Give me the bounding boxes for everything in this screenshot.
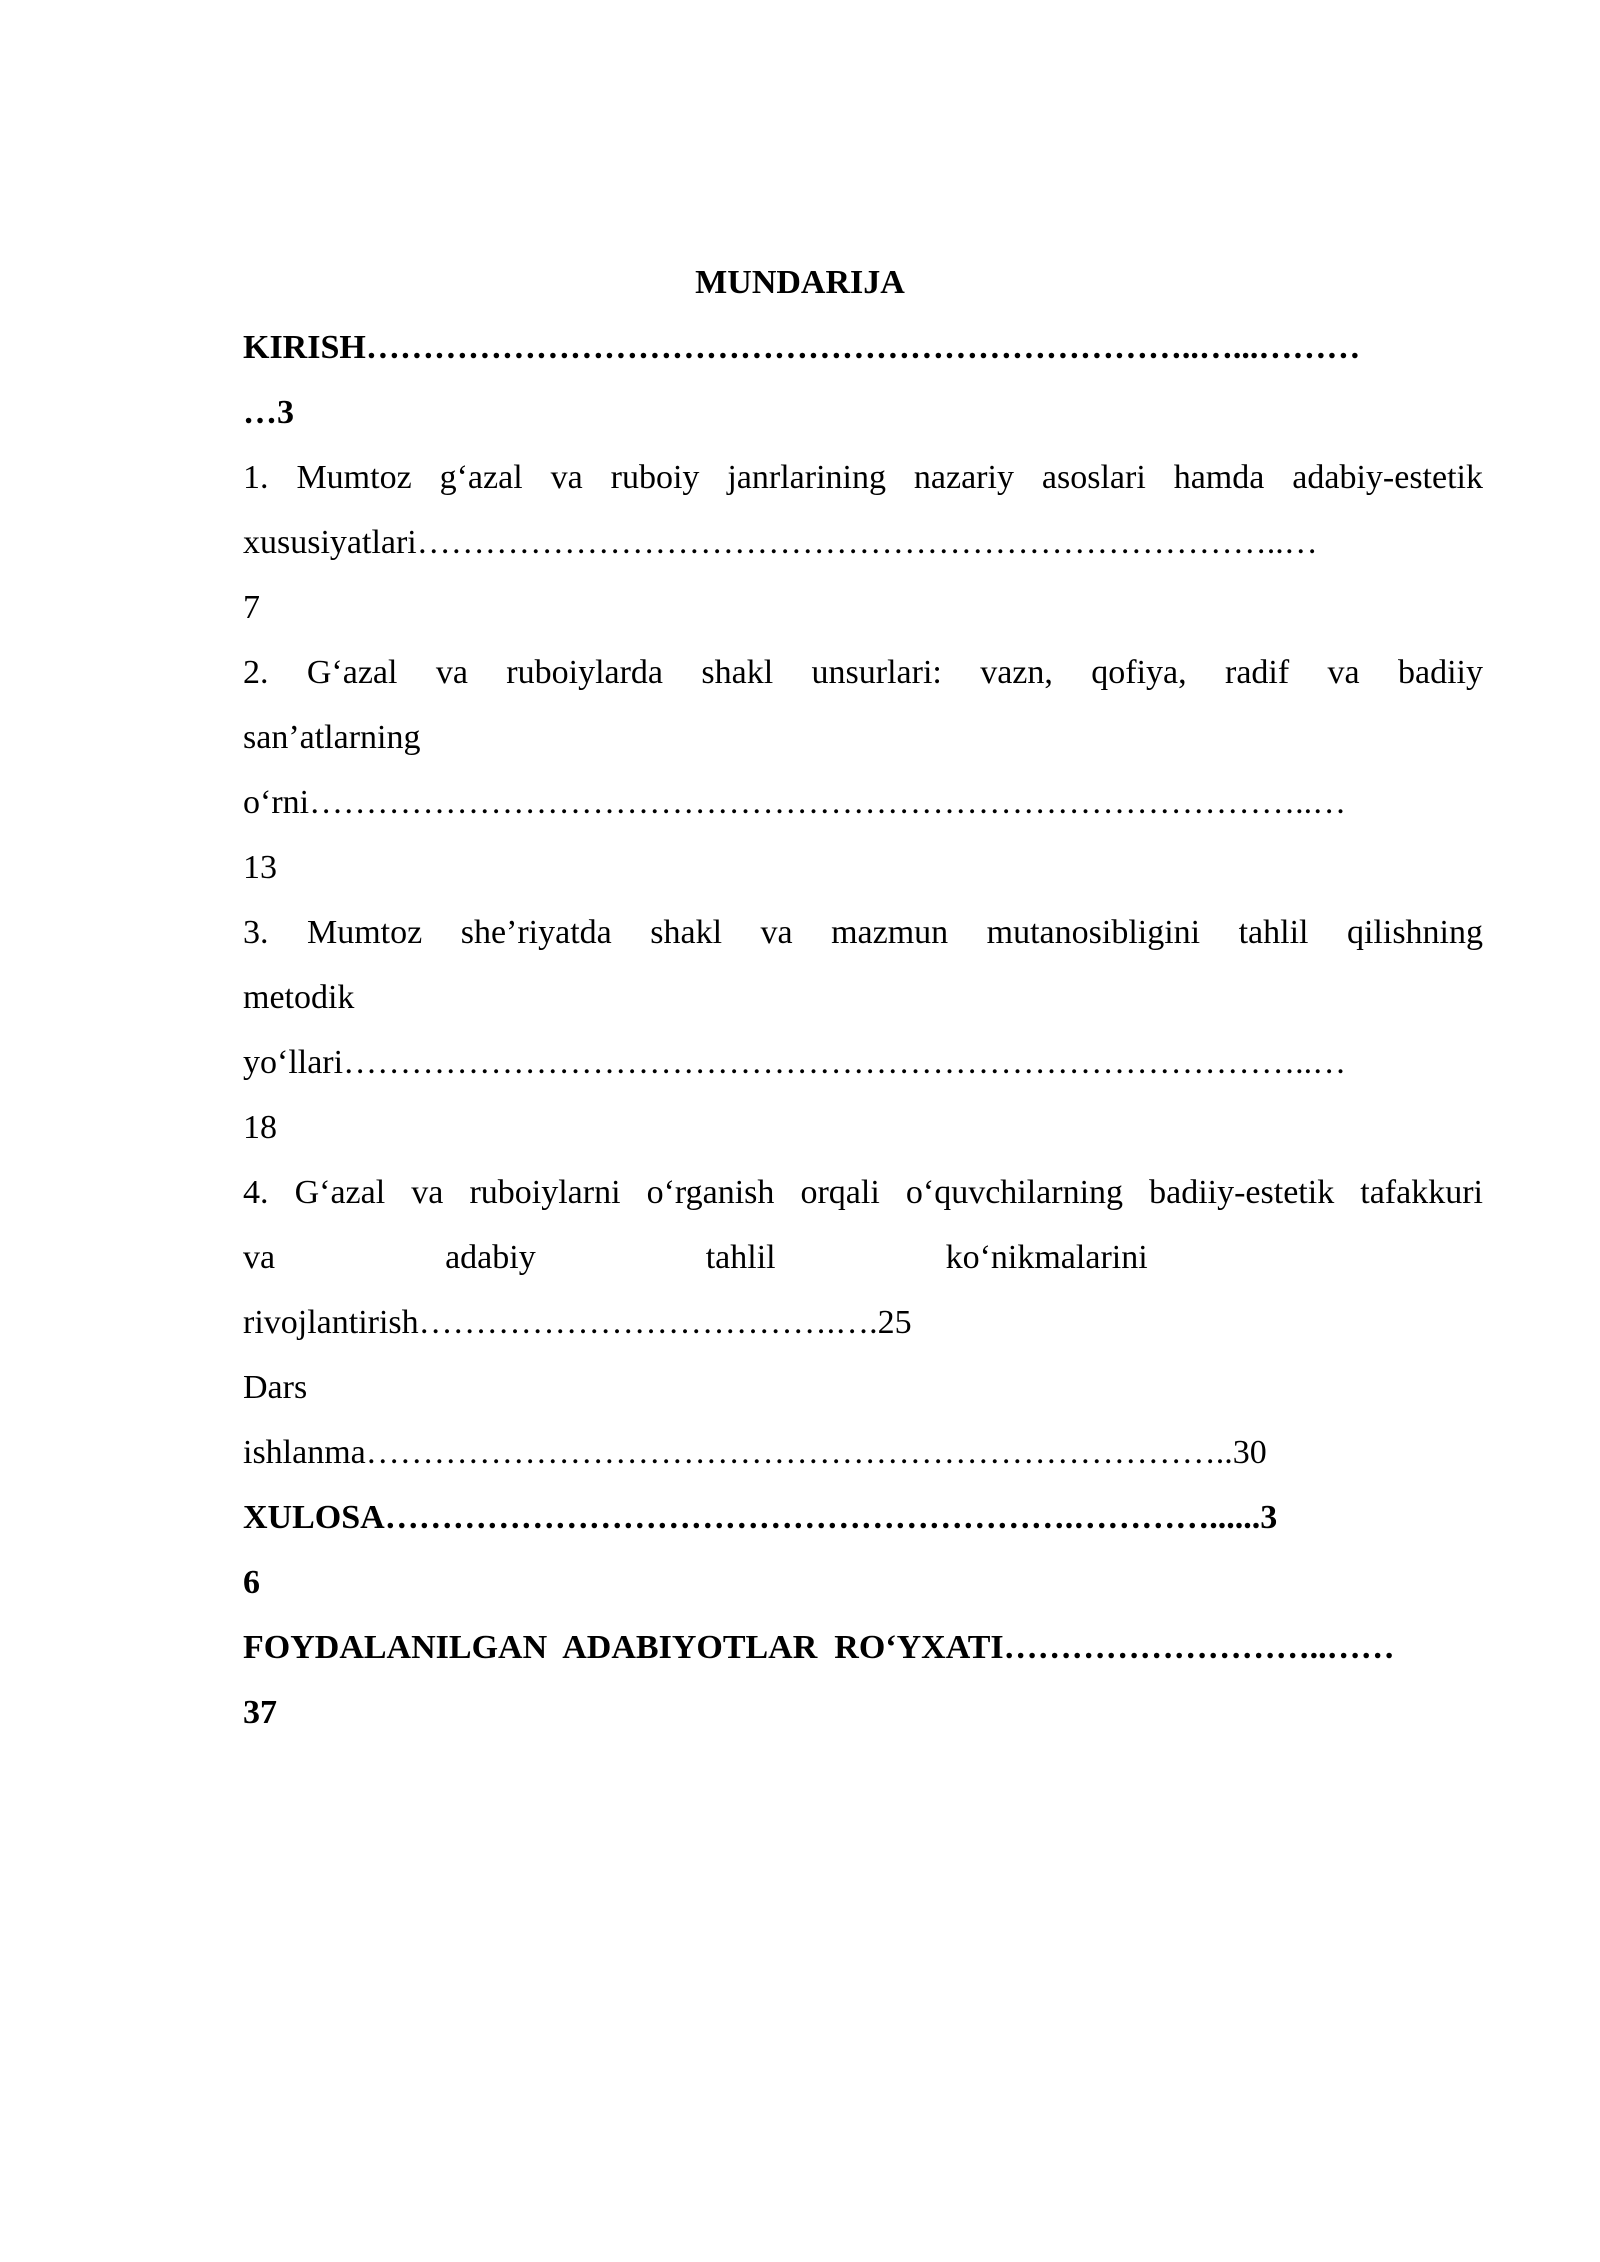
- toc-page-xulosa: 6: [243, 1564, 260, 1601]
- toc-entry-adabiyotlar: FOYDALANILGAN ADABIYOTLAR RO‘YXATI………………………..……: [243, 1629, 1395, 1666]
- toc-entry-1: 1. Mumtoz g‘azal va ruboiy janrlarining nazariy asoslari hamda adabiy-estetik: [243, 459, 1483, 496]
- toc-entry-3-cont2: yo‘llari…………………………………………………………………………..…: [243, 1044, 1347, 1081]
- toc-entry-kirish: KIRISH………………………………………………………………..…...………: [243, 329, 1361, 366]
- toc-page-2: 13: [243, 849, 277, 886]
- toc-page-1: 7: [243, 589, 260, 626]
- toc-entry-2-cont: san’atlarning: [243, 719, 421, 756]
- toc-entry-4-cont2: rivojlantirish……………………………….….25: [243, 1304, 912, 1341]
- toc-entry-1-cont: xususiyatlari…………………………………………………………………..…: [243, 524, 1318, 561]
- toc-entry-xulosa: XULOSA…………………………………………………….…………......3: [243, 1499, 1278, 1536]
- toc-page-adabiyotlar: 37: [243, 1694, 277, 1731]
- toc-entry-4-cont: va adabiy tahlil ko‘nikmalarini: [243, 1239, 1148, 1276]
- toc-entry-2-cont2: o‘rni……………………………………………………………………………..…: [243, 784, 1347, 821]
- toc-entry-3: 3. Mumtoz she’riyatda shakl va mazmun mutanosibligini tahlil qilishning: [243, 914, 1483, 951]
- toc-entry-4: 4. G‘azal va ruboiylarni o‘rganish orqali o‘quvchilarning badiiy-estetik tafakkuri: [243, 1174, 1483, 1211]
- toc-page-3: 18: [243, 1109, 277, 1146]
- toc-title: MUNDARIJA: [695, 264, 905, 301]
- toc-entry-2: 2. G‘azal va ruboiylarda shakl unsurlari: vazn, qofiya, radif va badiiy: [243, 654, 1483, 691]
- toc-entry-3-cont: metodik: [243, 979, 355, 1016]
- toc-entry-dars-cont: ishlanma…………………………………………………………………..30: [243, 1434, 1267, 1471]
- toc-entry-dars: Dars: [243, 1369, 308, 1406]
- toc-page-kirish: …3: [243, 394, 294, 431]
